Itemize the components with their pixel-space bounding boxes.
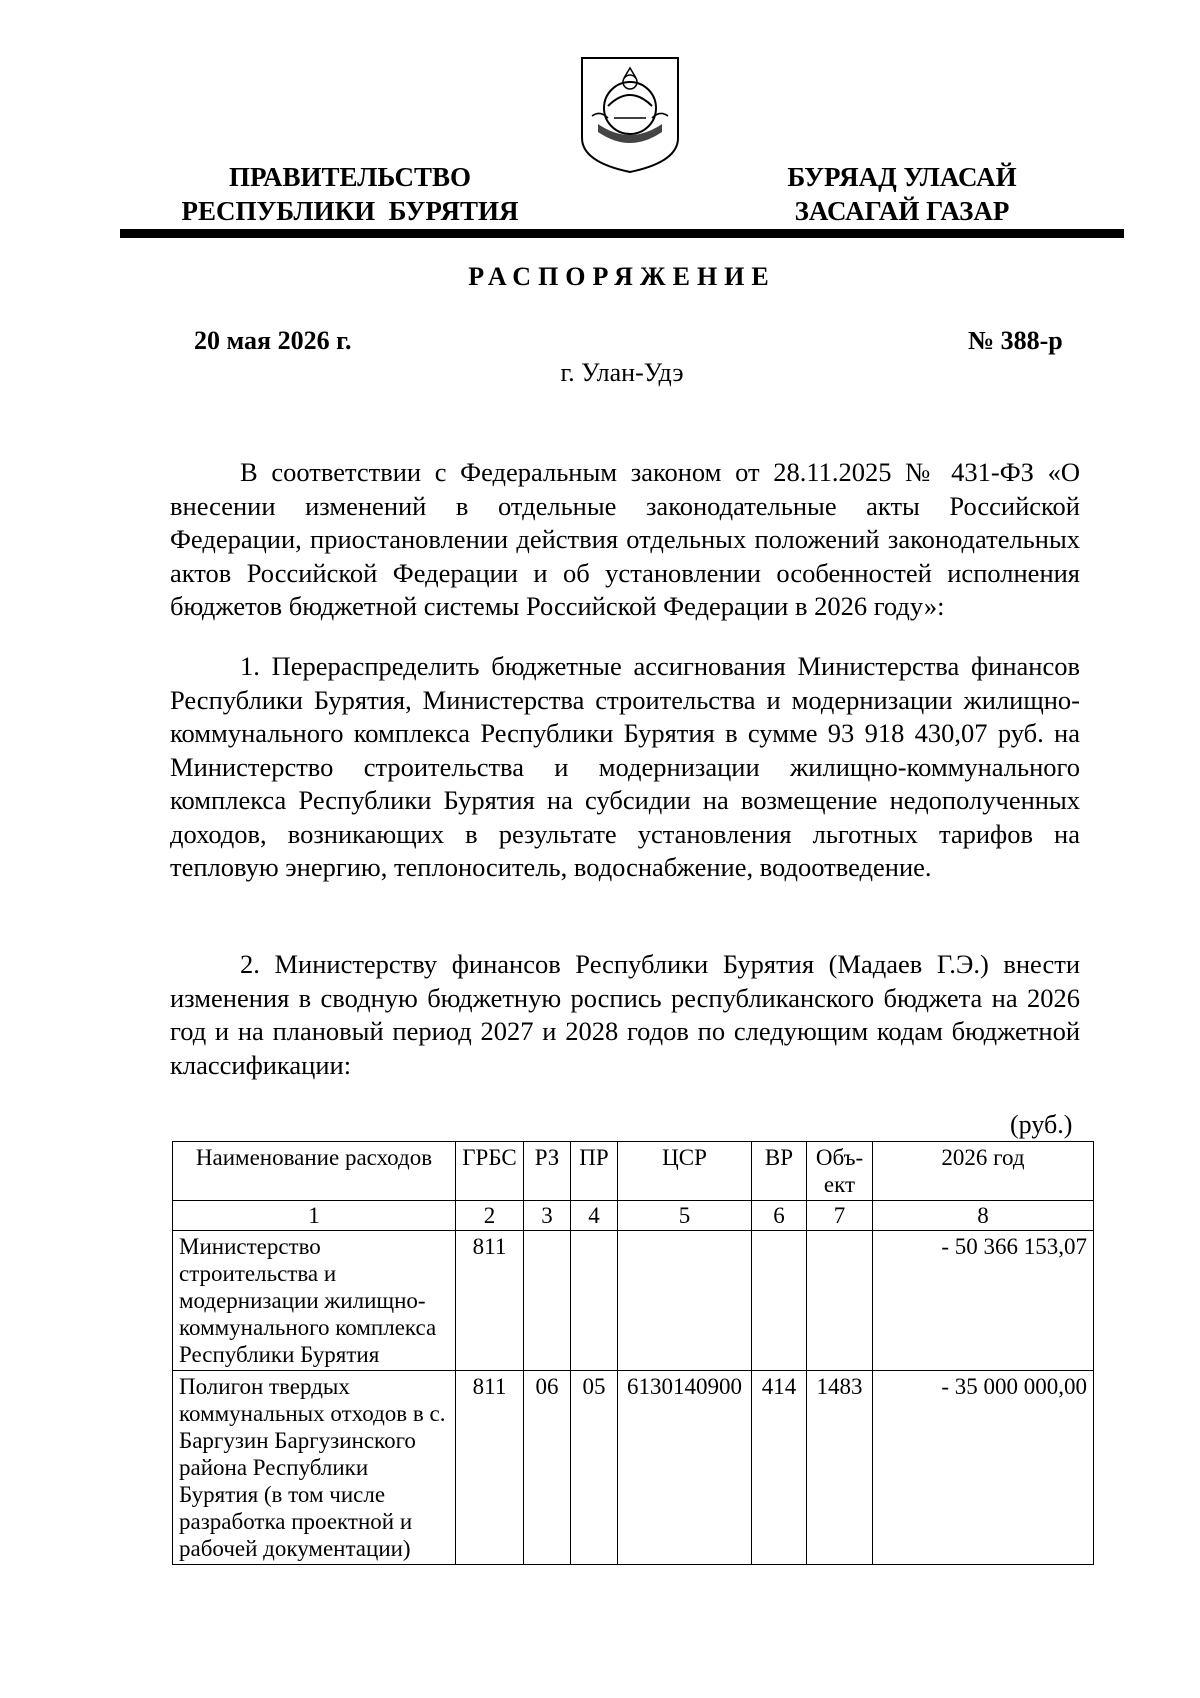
paragraph-preamble: В соответствии с Федеральным законом от 28.11.2025 № 431-ФЗ «О внесении изменений в отдельные законодательные акты Российской Федерации, приостановлении действия отдельных положений законодательных актов Российской Федерации и об установлении особенностей исполнения бюджетов бюджетной системы Российской Федерации в 2026 году»:	[170, 457, 1080, 621]
object-cell: 1483	[807, 1371, 873, 1565]
table-header-row	[173, 1142, 1094, 1201]
document-city: г. Улан-Удэ	[560, 358, 684, 387]
rz-cell: 06	[524, 1371, 571, 1565]
rz-cell	[524, 1231, 571, 1371]
header-right	[752, 160, 1052, 228]
column-number: 4	[571, 1201, 618, 1231]
expense-name: Полигон твердых коммунальных отходов в с. Баргузин Баргузинского района Республики Бурятия (в том числе разработка проектной и рабочей документации)	[173, 1371, 456, 1565]
header-left-line1: ПРАВИТЕЛЬСТВО	[228, 162, 472, 192]
object-cell	[807, 1231, 873, 1371]
table-header: ПР	[571, 1142, 618, 1201]
header-left	[160, 160, 540, 228]
amount-cell: - 50 366 153,07	[873, 1231, 1094, 1371]
expense-name: Министерство строительства и модернизации жилищно-коммунального комплекса Республики Бурятия	[173, 1231, 456, 1371]
table-header: 2026 год	[873, 1142, 1094, 1201]
amount-cell: - 35 000 000,00	[873, 1371, 1094, 1565]
header-left-line2: РЕСПУБЛИКИ БУРЯТИЯ	[181, 196, 519, 226]
table-header: ВР	[752, 1142, 807, 1201]
column-number: 7	[807, 1201, 873, 1231]
grbs-cell: 811	[456, 1231, 524, 1371]
column-number: 2	[456, 1201, 524, 1231]
document-type: РАСПОРЯЖЕНИЕ	[468, 262, 776, 291]
vr-cell	[752, 1231, 807, 1371]
table-header: РЗ	[524, 1142, 571, 1201]
column-number: 6	[752, 1201, 807, 1231]
table-unit: (руб.)	[1010, 1110, 1073, 1139]
document-date: 20 мая 2026 г.	[194, 326, 352, 355]
csr-cell: 6130140900	[618, 1371, 752, 1565]
column-number: 3	[524, 1201, 571, 1231]
document-number: № 388-р	[968, 326, 1063, 355]
header-right-line2: ЗАСАГАЙ ГАЗАР	[794, 196, 1010, 226]
column-number: 1	[173, 1201, 456, 1231]
column-number: 5	[618, 1201, 752, 1231]
coat-of-arms-icon	[578, 54, 682, 176]
table-number-row	[173, 1201, 1094, 1231]
paragraph-item-2: 2. Министерству финансов Республики Бурятия (Мадаев Г.Э.) внести изменения в сводную бюджетную роспись республиканского бюджета на 2026 год и на плановый период 2027 и 2028 годов по следующим кодам бюджетной классификации:	[170, 949, 1080, 1080]
pr-cell	[571, 1231, 618, 1371]
pr-cell: 05	[571, 1371, 618, 1565]
table-header: ЦСР	[618, 1142, 752, 1201]
grbs-cell: 811	[456, 1371, 524, 1565]
header-rule	[120, 229, 1124, 238]
paragraph-item-1: 1. Перераспределить бюджетные ассигнования Министерства финансов Республики Бурятия, Министерства строительства и модернизации жилищно-коммунального комплекса Республики Бурятия в сумме 93 918 430,07 руб. на Министерство строительства и модернизации жилищно-коммунального комплекса Республики Бурятия на субсидии на возмещение недополученных доходов, возникающих в результате установления льготных тарифов на тепловую энергию, теплоноситель, водоснабжение, водоотведение.	[170, 651, 1080, 882]
table-row	[173, 1231, 1094, 1371]
table-header: Наименование расходов	[173, 1142, 456, 1201]
csr-cell	[618, 1231, 752, 1371]
column-number: 8	[873, 1201, 1094, 1231]
budget-table	[172, 1141, 1094, 1565]
table-row	[173, 1371, 1094, 1565]
vr-cell: 414	[752, 1371, 807, 1565]
table-header: Объ-ект	[807, 1142, 873, 1201]
table-header: ГРБС	[456, 1142, 524, 1201]
header-right-line1: БУРЯАД УЛАСАЙ	[787, 162, 1017, 192]
